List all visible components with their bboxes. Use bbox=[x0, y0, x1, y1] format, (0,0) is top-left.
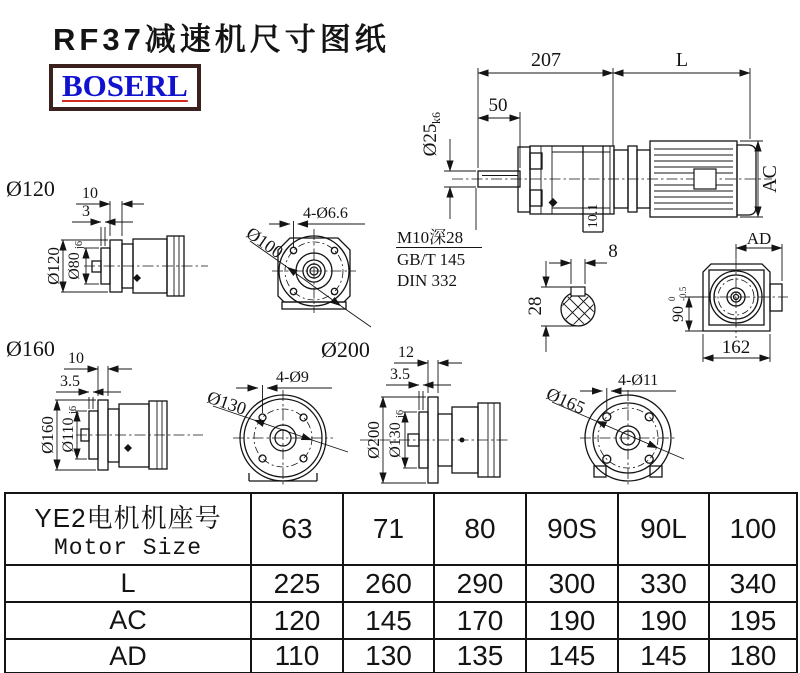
flange160-bolt-circle: Ø130 bbox=[204, 386, 250, 419]
dim-L: L bbox=[675, 49, 689, 71]
flange200-bolt-circle: Ø165 bbox=[543, 383, 589, 418]
table-cell: 190 bbox=[618, 602, 709, 639]
table-cell: 130 bbox=[343, 639, 434, 673]
dim-shaft-dia: Ø25 bbox=[420, 123, 441, 157]
terminal-box bbox=[770, 284, 782, 311]
flange200-face-view bbox=[543, 372, 684, 486]
flange200-holes: 4-Ø11 bbox=[618, 372, 659, 389]
dim-AC: AC bbox=[759, 165, 781, 193]
flange200-step: 3.5 bbox=[390, 366, 410, 383]
flange120-holes: 4-Ø6.6 bbox=[303, 205, 348, 222]
dim-207: 207 bbox=[531, 49, 561, 71]
note-din: DIN 332 bbox=[397, 271, 457, 290]
table-cell: 180 bbox=[709, 639, 797, 673]
motor-size-table bbox=[4, 492, 798, 673]
table-cell: 290 bbox=[434, 565, 526, 602]
table-cell: 71 bbox=[343, 493, 434, 565]
table-cell: 225 bbox=[251, 565, 343, 602]
row-label: AD bbox=[5, 639, 251, 673]
table-cell: 90S bbox=[526, 493, 618, 565]
table-cell: 135 bbox=[434, 639, 526, 673]
table-cell: 110 bbox=[251, 639, 343, 673]
flange160-spigot-dia: Ø110 bbox=[60, 417, 77, 453]
vent-plug-icon bbox=[549, 198, 558, 207]
table-header-row bbox=[5, 493, 797, 565]
dim-10-1: 10.1 bbox=[586, 203, 601, 229]
flange200-label: Ø200 bbox=[321, 337, 370, 362]
flange120-spigot-tol: j6 bbox=[74, 240, 85, 249]
table-row-L bbox=[5, 565, 797, 602]
flange160-label: Ø160 bbox=[6, 336, 55, 361]
motor-nameplate bbox=[694, 169, 716, 189]
table-cell: 80 bbox=[434, 493, 526, 565]
dim-90-tol-lower: -0.5 bbox=[678, 286, 688, 301]
flange160-side-view bbox=[6, 336, 203, 470]
table-cell: 100 bbox=[709, 493, 797, 565]
dim-shaft-tol: k6 bbox=[429, 112, 443, 124]
shaft-key-section-view bbox=[525, 241, 618, 352]
main-assembly-view bbox=[396, 49, 781, 290]
table-cell: 195 bbox=[709, 602, 797, 639]
flange200-spigot-tol: j6 bbox=[395, 409, 406, 418]
row-label: AC bbox=[5, 602, 251, 639]
flange120-thickness: 10 bbox=[82, 185, 98, 202]
flange120-side-view bbox=[6, 176, 208, 296]
flange160-step: 3.5 bbox=[60, 373, 80, 390]
dim-162: 162 bbox=[721, 337, 751, 358]
flange160-outer-dia: Ø160 bbox=[38, 416, 57, 454]
flange160-spigot-tol: j6 bbox=[68, 405, 79, 414]
table-cell: 170 bbox=[434, 602, 526, 639]
flange120-spigot-dia: Ø80 bbox=[66, 252, 83, 280]
table-cell: 300 bbox=[526, 565, 618, 602]
vent-plug-icon bbox=[124, 444, 132, 452]
note-tap: M10深28 bbox=[397, 228, 464, 247]
flange200-side-view bbox=[321, 337, 508, 483]
table-cell: 145 bbox=[618, 639, 709, 673]
flange200-spigot-dia: Ø130 bbox=[387, 422, 404, 458]
table-cell: 63 bbox=[251, 493, 343, 565]
table-header-label bbox=[5, 493, 251, 565]
table-row-AC bbox=[5, 602, 797, 639]
flange160-thickness: 10 bbox=[68, 350, 84, 367]
flange200-outer-dia: Ø200 bbox=[364, 421, 383, 459]
flange120-label: Ø120 bbox=[6, 176, 55, 201]
brand-logo-text: BOSERL bbox=[62, 68, 188, 103]
flange120-face-view bbox=[243, 205, 371, 327]
motor-end-view bbox=[667, 229, 788, 362]
dim-50: 50 bbox=[488, 95, 508, 116]
flange160-holes: 4-Ø9 bbox=[276, 369, 309, 386]
dim-AD: AD bbox=[746, 229, 772, 248]
row-label: L bbox=[5, 565, 251, 602]
dim-90: 90 bbox=[670, 306, 687, 322]
header-en: Motor Size bbox=[53, 534, 203, 561]
vent-plug-icon bbox=[133, 274, 141, 282]
dim-key-width: 8 bbox=[608, 241, 618, 262]
table-row-AD bbox=[5, 639, 797, 673]
flange200-thickness: 12 bbox=[398, 344, 414, 361]
flange120-step: 3 bbox=[82, 203, 90, 220]
table-cell: 145 bbox=[343, 602, 434, 639]
flange160-face-view bbox=[205, 369, 348, 486]
table-cell: 90L bbox=[618, 493, 709, 565]
table-cell: 340 bbox=[709, 565, 797, 602]
page-title: RF37减速机尺寸图纸 bbox=[53, 22, 390, 57]
table-cell: 145 bbox=[526, 639, 618, 673]
flange120-outer-dia: Ø120 bbox=[44, 247, 63, 285]
header-cn: YE2电机机座号 bbox=[34, 502, 222, 533]
dim-90-tol-upper: 0 bbox=[667, 296, 677, 301]
plug-icon bbox=[460, 438, 465, 443]
table-cell: 120 bbox=[251, 602, 343, 639]
table-cell: 190 bbox=[526, 602, 618, 639]
table-cell: 330 bbox=[618, 565, 709, 602]
table-cell: 260 bbox=[343, 565, 434, 602]
note-gbt: GB/T 145 bbox=[397, 250, 466, 269]
flange120-bolt-circle: Ø100 bbox=[242, 222, 287, 263]
dim-key-height: 28 bbox=[525, 296, 546, 316]
